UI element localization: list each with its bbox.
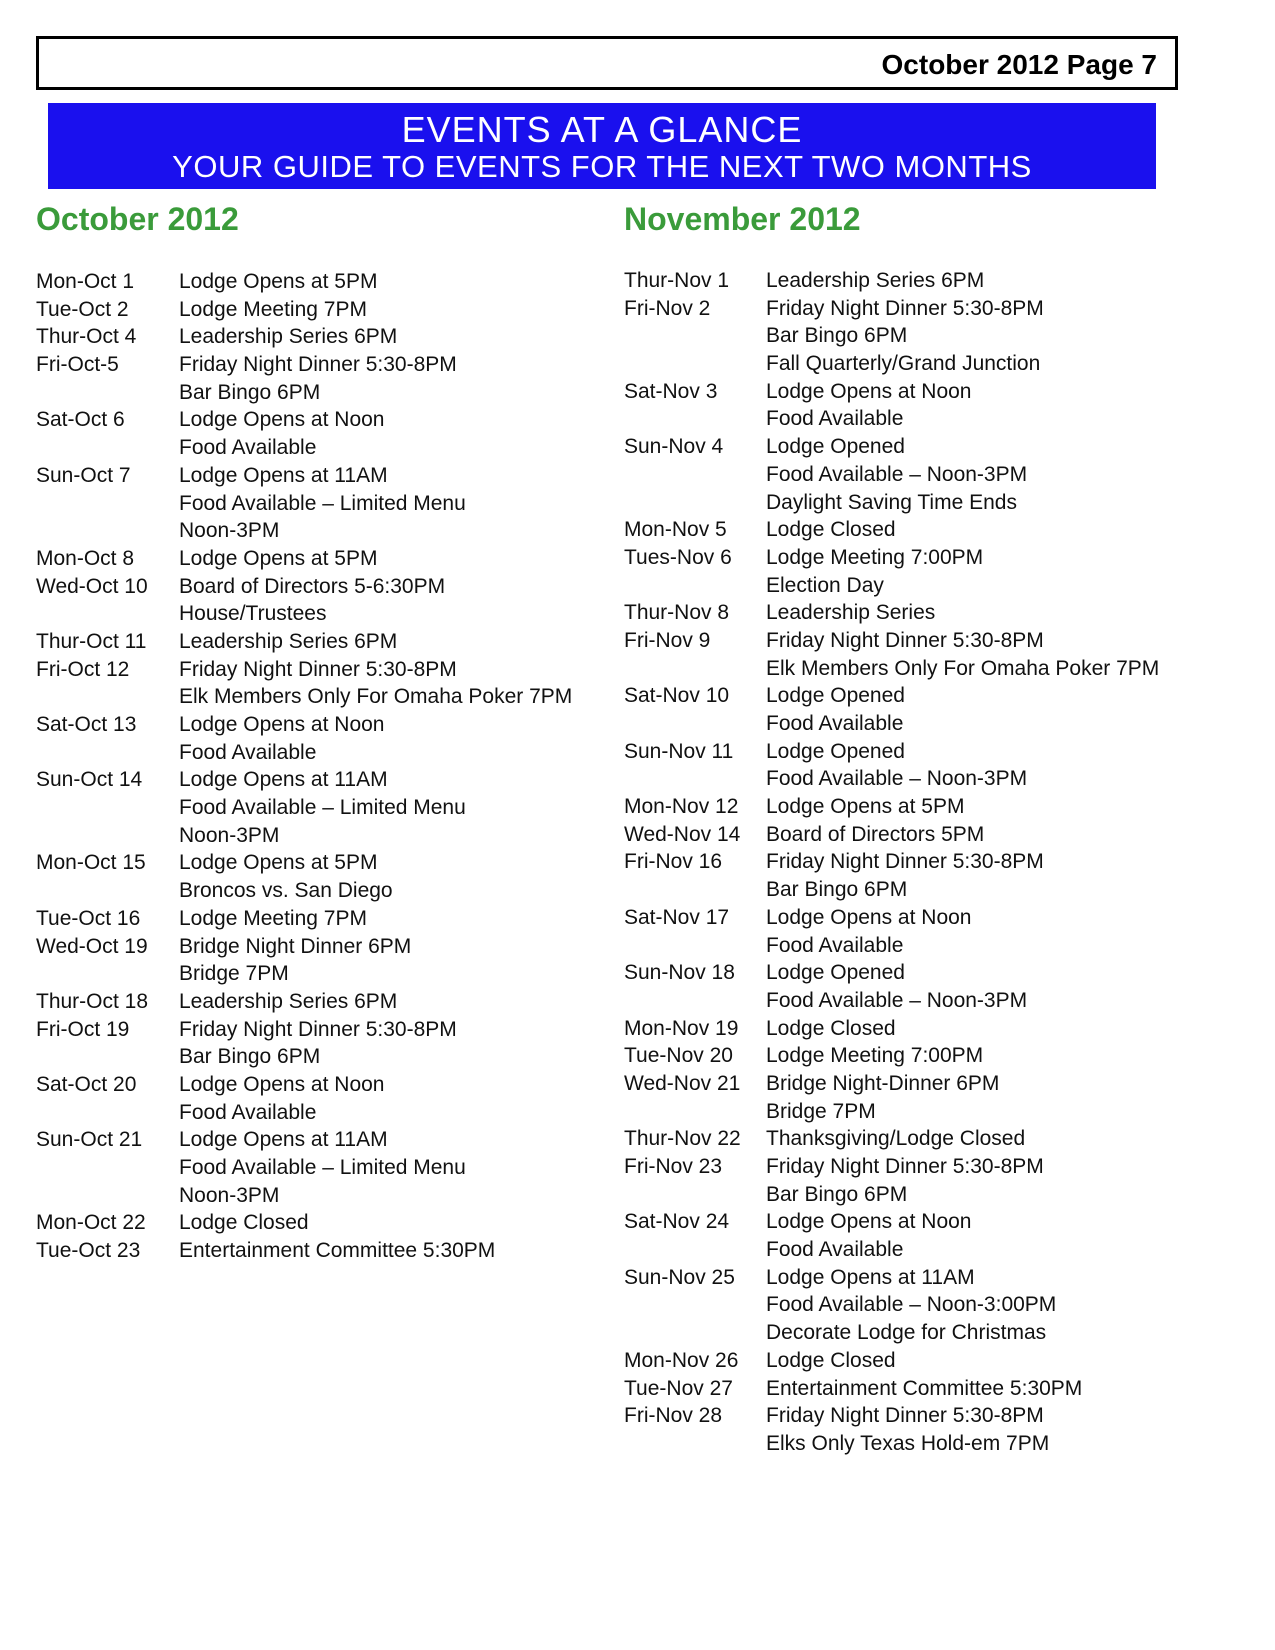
event-date: Fri-Nov 16 [624,850,723,874]
event-date: Wed-Oct 19 [36,934,148,958]
event-row [624,599,1184,627]
event-description: Lodge Opened [766,739,905,763]
event-date [624,489,766,517]
event-date: Tue-Oct 23 [36,1239,141,1263]
event-row [624,1042,1184,1070]
event-row [624,1098,1184,1126]
november-heading: November 2012 [624,201,861,237]
event-description: Noon-3PM [179,1183,280,1207]
event-date [624,1291,766,1319]
event-row [36,1043,606,1071]
event-description: Food Available [766,933,904,957]
events-banner [48,103,1156,189]
event-row [36,1209,606,1237]
event-description: Elks Only Texas Hold-em 7PM [766,1431,1050,1455]
event-row [624,1181,1184,1209]
event-row [624,405,1184,433]
event-row [36,406,606,434]
event-row [624,627,1184,655]
event-date [624,1319,766,1347]
event-date: Fri-Oct-5 [36,353,119,377]
event-date: Sat-Nov 3 [624,379,718,403]
event-description: Lodge Opens at Noon [179,713,385,736]
event-row [36,711,606,739]
event-row [36,1154,606,1182]
event-date [36,490,179,518]
event-date: Fri-Nov 28 [624,1404,723,1428]
event-date: Thur-Oct 18 [36,989,149,1013]
event-date [624,350,766,378]
event-description: Daylight Saving Time Ends [766,490,1017,514]
event-description: Bridge 7PM [179,962,289,986]
event-row [624,1070,1184,1098]
event-description: Lodge Opens at 5PM [179,546,378,570]
event-row [36,600,606,628]
event-description: Board of Directors 5-6:30PM [179,574,446,598]
event-description: Noon-3PM [179,519,280,543]
event-date [624,710,766,738]
event-description: Elk Members Only For Omaha Poker 7PM [766,656,1160,680]
event-date: Mon-Oct 15 [36,851,146,875]
event-row [624,322,1184,350]
event-row [36,1126,606,1154]
october-event-list [36,268,606,1265]
event-description: Friday Night Dinner 5:30-8PM [179,353,457,377]
event-date [36,1182,179,1210]
november-event-list [624,267,1184,1458]
event-description: Friday Night Dinner 5:30-8PM [766,1155,1044,1178]
event-row [36,268,606,296]
event-row [624,489,1184,517]
event-row [624,1402,1184,1430]
event-description: Food Available [766,1238,904,1262]
event-row [36,1016,606,1044]
event-description: Food Available – Limited Menu [179,796,466,820]
event-date [624,461,766,489]
event-row [624,1125,1184,1153]
event-description: Leadership Series 6PM [179,629,398,653]
event-row [624,848,1184,876]
event-row [624,987,1184,1015]
event-date: Wed-Nov 14 [624,822,741,846]
event-date: Fri-Nov 2 [624,296,711,320]
event-date: Fri-Oct 12 [36,657,130,681]
event-date: Sat-Nov 10 [624,684,730,708]
event-date: Thur-Oct 11 [36,629,147,653]
event-date: Tue-Nov 27 [624,1376,733,1400]
event-description: Bar Bingo 6PM [179,1045,321,1069]
event-date: Wed-Nov 21 [624,1071,741,1095]
event-row [624,1430,1184,1458]
event-date: Fri-Nov 23 [624,1155,723,1178]
event-date [36,517,179,545]
event-row [36,1071,606,1099]
event-date: Sat-Nov 24 [624,1210,730,1234]
event-date: Thur-Nov 8 [624,601,730,625]
event-date [36,877,179,905]
event-row [36,822,606,850]
event-row [36,517,606,545]
event-row [36,434,606,462]
event-description: Friday Night Dinner 5:30-8PM [766,296,1044,320]
event-date [36,739,179,767]
event-description: Board of Directors 5PM [766,822,985,846]
event-row [624,295,1184,323]
event-date [624,1181,766,1209]
event-row [624,1347,1184,1375]
event-date: Thur-Nov 1 [624,269,730,292]
event-description: Lodge Meeting 7:00PM [766,545,984,569]
event-description: Friday Night Dinner 5:30-8PM [766,1404,1044,1428]
event-date [36,434,179,462]
event-description: Lodge Meeting 7PM [179,906,367,930]
event-date: Sun-Nov 25 [624,1265,735,1289]
event-date: Mon-Oct 22 [36,1211,146,1235]
event-description: Food Available [766,407,904,431]
event-description: Bridge Night Dinner 6PM [179,934,412,958]
event-description: Friday Night Dinner 5:30-8PM [179,657,457,681]
event-date: Sun-Oct 21 [36,1128,143,1152]
event-row [624,516,1184,544]
event-date: Wed-Oct 10 [36,574,148,598]
event-row [36,739,606,767]
event-description: Elk Members Only For Omaha Poker 7PM [179,685,573,709]
event-description: Food Available [766,712,904,735]
event-date: Mon-Nov 26 [624,1348,739,1372]
event-date [624,932,766,960]
event-date [624,322,766,350]
event-description: Lodge Closed [766,1016,896,1040]
event-date [624,1236,766,1264]
event-row [624,267,1184,295]
event-row [36,545,606,573]
event-description: Lodge Opened [766,435,905,459]
event-date: Sun-Nov 18 [624,961,735,985]
event-description: Food Available [179,1100,317,1124]
event-row [624,1291,1184,1319]
event-description: Fall Quarterly/Grand Junction [766,352,1041,376]
event-description: Lodge Opened [766,961,905,985]
event-description: Entertainment Committee 5:30PM [179,1239,496,1263]
event-description: Lodge Opens at 11AM [766,1265,975,1289]
event-date: Sun-Oct 7 [36,463,131,487]
event-row [624,793,1184,821]
event-row [624,350,1184,378]
event-row [624,904,1184,932]
event-date: Mon-Nov 5 [624,518,727,542]
event-row [36,573,606,601]
event-row [36,490,606,518]
event-row [36,933,606,961]
event-row [624,461,1184,489]
event-row [624,655,1184,683]
event-row [36,628,606,656]
event-date [624,655,766,683]
event-date: Thur-Nov 22 [624,1127,741,1151]
event-description: Decorate Lodge for Christmas [766,1321,1047,1345]
event-row [624,378,1184,406]
event-description: Food Available – Noon-3PM [766,462,1028,486]
event-description: Bar Bingo 6PM [766,324,908,348]
event-row [36,656,606,684]
event-row [36,877,606,905]
event-description: Lodge Opened [766,684,905,708]
event-row [624,821,1184,849]
event-date: Sat-Oct 20 [36,1072,137,1096]
event-date [36,600,179,628]
event-description: Lodge Opens at Noon [766,379,972,403]
event-date [36,822,179,850]
event-date [624,987,766,1015]
event-date: Fri-Oct 19 [36,1017,130,1041]
event-description: Lodge Opens at 11AM [179,463,388,487]
event-date: Mon-Nov 19 [624,1016,739,1040]
event-row [36,794,606,822]
event-row [624,682,1184,710]
event-date: Tue-Nov 20 [624,1044,733,1068]
event-date: Sun-Nov 4 [624,435,724,459]
event-date: Mon-Oct 8 [36,546,135,570]
event-description: Friday Night Dinner 5:30-8PM [766,850,1044,874]
event-description: Broncos vs. San Diego [179,879,393,903]
event-row [36,988,606,1016]
event-description: Bar Bingo 6PM [179,380,321,404]
event-row [624,1375,1184,1403]
event-row [624,710,1184,738]
event-date: Mon-Oct 1 [36,270,135,293]
event-row [624,1015,1184,1043]
event-description: Food Available – Noon-3PM [766,767,1028,791]
event-date: Sun-Oct 14 [36,768,143,792]
event-row [624,876,1184,904]
banner-subtitle: YOUR GUIDE TO EVENTS FOR THE NEXT TWO MONTHS [172,149,1032,184]
event-row [624,572,1184,600]
event-row [36,683,606,711]
event-row [36,1099,606,1127]
event-description: Bridge Night-Dinner 6PM [766,1071,1000,1095]
event-description: Lodge Opens at 5PM [179,270,378,293]
event-row [624,1319,1184,1347]
event-description: Lodge Opens at 5PM [179,851,378,875]
event-row [624,1208,1184,1236]
event-row [624,1264,1184,1292]
event-description: Lodge Opens at Noon [179,408,385,432]
event-description: Lodge Meeting 7:00PM [766,1044,984,1068]
event-date: Tue-Oct 2 [36,297,129,321]
event-row [36,323,606,351]
event-description: Leadership Series 6PM [179,989,398,1013]
event-description: Leadership Series 6PM [766,269,985,292]
event-description: Food Available – Noon-3PM [766,988,1028,1012]
event-date [624,876,766,904]
event-description: Lodge Opens at Noon [179,1072,385,1096]
event-row [36,1237,606,1265]
event-date: Tue-Oct 16 [36,906,141,930]
event-description: Friday Night Dinner 5:30-8PM [179,1017,457,1041]
event-description: Lodge Closed [766,518,896,542]
event-date: Sat-Nov 17 [624,905,730,929]
event-date [624,765,766,793]
event-date [36,960,179,988]
event-row [624,932,1184,960]
event-row [36,462,606,490]
event-row [36,849,606,877]
event-description: Food Available – Limited Menu [179,1156,466,1179]
event-description: Lodge Opens at Noon [766,1210,972,1234]
event-description: Food Available [179,436,317,460]
event-row [36,379,606,407]
event-row [624,544,1184,572]
event-row [36,766,606,794]
event-date [624,1430,766,1458]
event-description: Lodge Opens at 11AM [179,768,388,792]
event-description: Leadership Series 6PM [179,325,398,349]
event-description: Lodge Opens at 11AM [179,1128,388,1152]
event-date [36,379,179,407]
event-description: Lodge Opens at Noon [766,905,972,929]
event-description: Bar Bingo 6PM [766,878,908,902]
event-row [36,905,606,933]
event-description: Friday Night Dinner 5:30-8PM [766,628,1044,652]
event-row [36,1182,606,1210]
event-date [36,794,179,822]
event-description: Lodge Meeting 7PM [179,297,367,321]
event-description: Bar Bingo 6PM [766,1182,908,1206]
event-description: Lodge Opens at 5PM [766,795,965,819]
event-row [624,1236,1184,1264]
event-row [624,959,1184,987]
event-description: Thanksgiving/Lodge Closed [766,1127,1026,1151]
banner-title: EVENTS AT A GLANCE [401,109,803,150]
event-date [624,572,766,600]
event-date: Sat-Oct 6 [36,408,125,432]
event-description: Food Available – Limited Menu [179,491,466,515]
event-row [624,433,1184,461]
event-description: Food Available – Noon-3:00PM [766,1293,1057,1317]
event-description: Noon-3PM [179,823,280,847]
event-row [36,351,606,379]
event-date: Thur-Oct 4 [36,325,137,349]
event-row [36,960,606,988]
event-description: Election Day [766,573,884,597]
event-row [624,765,1184,793]
event-date: Mon-Nov 12 [624,795,739,819]
event-date [36,1043,179,1071]
event-description: Bridge 7PM [766,1099,876,1123]
event-date [36,1099,179,1127]
event-row [624,738,1184,766]
event-description: Food Available [179,740,317,764]
page-header-box [36,36,1178,90]
event-date [36,1154,179,1182]
event-date [624,405,766,433]
event-date: Sat-Oct 13 [36,713,137,736]
event-description: Entertainment Committee 5:30PM [766,1376,1083,1400]
event-date: Tues-Nov 6 [624,545,732,569]
event-date: Fri-Nov 9 [624,628,711,652]
event-date: Sun-Nov 11 [624,739,734,763]
event-description: Leadership Series [766,601,936,625]
event-row [36,296,606,324]
event-description: Lodge Closed [179,1211,309,1235]
event-row [624,1153,1184,1181]
event-date [36,683,179,711]
event-description: Lodge Closed [766,1348,896,1372]
event-description: House/Trustees [179,602,327,626]
october-heading: October 2012 [36,201,239,237]
event-date [624,1098,766,1126]
page-header: October 2012 Page 7 [881,49,1157,80]
